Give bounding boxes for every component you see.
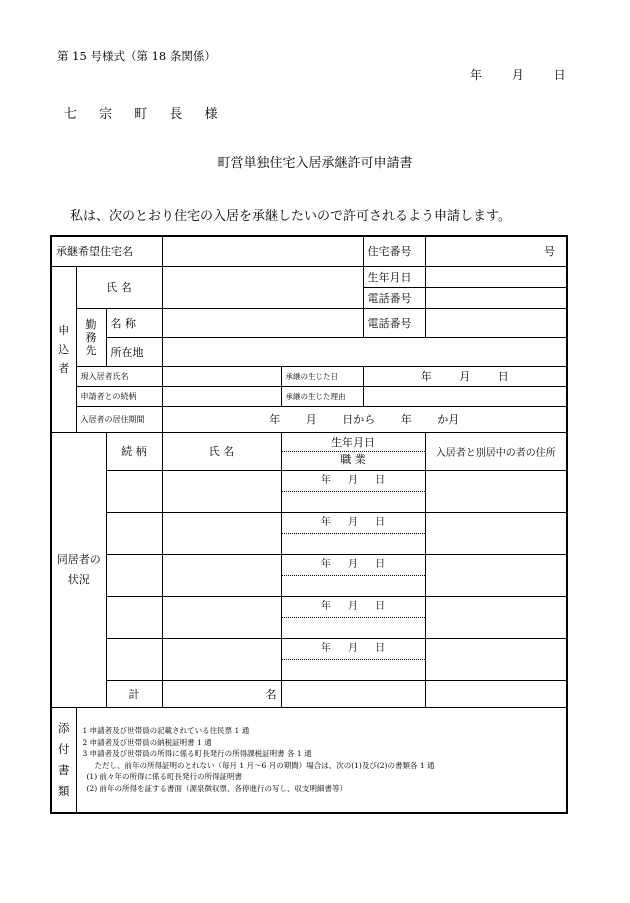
address-cell[interactable] xyxy=(425,470,567,512)
total-field[interactable] xyxy=(162,680,281,707)
attachment-item: 2 申請者及び世帯員の納税証明書 1 通 xyxy=(82,737,212,747)
col-address-header: 入居者と別居中の者の住所 xyxy=(425,432,567,470)
intro-text: 私は、次のとおり住宅の入居を承継したいので許可されるよう申請します。 xyxy=(70,209,511,224)
cohabitant-row xyxy=(51,470,567,512)
period-field[interactable]: 年 月 日から 年 か月 xyxy=(162,406,567,432)
address-cell[interactable] xyxy=(425,512,567,554)
cohabitant-row xyxy=(51,554,567,596)
current-resident-label: 現入居者氏名 xyxy=(76,366,162,386)
applicant-section-label xyxy=(51,266,76,432)
form-title: 町営単独住宅入居承継許可申請書 xyxy=(217,156,413,171)
address-cell[interactable] xyxy=(425,554,567,596)
birth-job-cell[interactable] xyxy=(281,470,425,512)
col-name-header: 氏 名 xyxy=(162,432,281,470)
attachments-list xyxy=(76,707,567,813)
work-phone-field[interactable] xyxy=(425,308,567,337)
addressee: 七 宗 町 長 様 xyxy=(64,107,227,122)
housing-no-suffix: 号 xyxy=(544,245,556,259)
birth-job-cell[interactable] xyxy=(281,596,425,638)
application-table xyxy=(50,235,568,814)
cohabitant-row xyxy=(51,512,567,554)
col-relation-header: 続 柄 xyxy=(106,432,162,470)
birth-label: 生年月日 xyxy=(363,266,425,287)
housing-no-label: 住宅番号 xyxy=(363,236,425,266)
succession-reason-label: 承継の生じた理由 xyxy=(281,386,363,406)
birth-job-cell[interactable] xyxy=(281,554,425,596)
birth-date-subcell[interactable]: 年 月 日 xyxy=(282,597,425,618)
relation-label: 申請者との続柄 xyxy=(76,386,162,406)
relation-cell[interactable] xyxy=(106,470,162,512)
cohabitant-row xyxy=(51,638,567,680)
relation-field[interactable] xyxy=(162,386,281,406)
birth-date-subcell[interactable]: 年 月 日 xyxy=(282,471,425,492)
address-field[interactable] xyxy=(162,337,567,366)
birth-job-cell[interactable] xyxy=(281,512,425,554)
birth-field[interactable] xyxy=(425,266,567,287)
relation-cell[interactable] xyxy=(106,596,162,638)
relation-cell[interactable] xyxy=(106,554,162,596)
attachment-subitem: (2) 前年の所得を証する書面（源泉徴収票、各停進行の写し、収支明細書等） xyxy=(86,783,348,793)
housing-name-field[interactable] xyxy=(162,236,363,266)
housing-no-field[interactable] xyxy=(425,236,567,266)
total-blank-2 xyxy=(425,680,567,707)
relation-cell[interactable] xyxy=(106,512,162,554)
company-name-field[interactable] xyxy=(162,308,363,337)
job-subcell[interactable] xyxy=(282,660,425,680)
name-cell[interactable] xyxy=(162,470,281,512)
date-line: 年 月 日 xyxy=(470,68,566,82)
current-resident-field[interactable] xyxy=(162,366,281,386)
address-cell[interactable] xyxy=(425,638,567,680)
col-job-header: 職 業 xyxy=(340,452,366,466)
workplace-label xyxy=(76,308,106,366)
total-label: 計 xyxy=(106,680,162,707)
attachment-item: 3 申請者及び世帯員の所得に係る町長発行の所得課税証明書 各 1 通 xyxy=(82,749,312,759)
job-subcell[interactable] xyxy=(282,492,425,512)
relation-cell[interactable] xyxy=(106,638,162,680)
name-label: 氏 名 xyxy=(76,266,162,308)
attachment-note: ただし、前年の所得証明のとれない（毎月 1 月～6 月の期間）場合は、次の(1)及び(2)の書類各 1 通 xyxy=(94,760,435,770)
succession-date-field[interactable]: 年 月 日 xyxy=(363,366,567,386)
attachments-label-text: 添 付 書 類 xyxy=(58,720,70,798)
work-phone-label: 電話番号 xyxy=(363,308,425,337)
job-subcell[interactable] xyxy=(282,618,425,638)
birth-date-subcell[interactable]: 年 月 日 xyxy=(282,555,425,576)
succession-date-label: 承継の生じた日 xyxy=(281,366,363,386)
name-cell[interactable] xyxy=(162,554,281,596)
applicant-section-label-text: 申 込 者 xyxy=(58,323,70,375)
name-cell[interactable] xyxy=(162,638,281,680)
col-birth-job-header xyxy=(281,432,425,470)
cohabitant-row xyxy=(51,596,567,638)
housing-name-label: 承継希望住宅名 xyxy=(51,236,162,266)
attachments-label xyxy=(51,707,76,813)
form-number: 第 15 号様式（第 18 条関係） xyxy=(57,49,216,63)
cohabitant-section-label: 同居者の状況 xyxy=(51,432,106,707)
total-unit: 名 xyxy=(265,687,277,701)
birth-job-cell[interactable] xyxy=(281,638,425,680)
phone-field[interactable] xyxy=(425,287,567,308)
name-cell[interactable] xyxy=(162,596,281,638)
birth-date-subcell[interactable]: 年 月 日 xyxy=(282,513,425,534)
company-name-label: 名 称 xyxy=(106,308,162,337)
phone-label: 電話番号 xyxy=(363,287,425,308)
address-label: 所在地 xyxy=(106,337,162,366)
name-field[interactable] xyxy=(162,266,363,308)
period-label: 入居者の居住期間 xyxy=(76,406,162,432)
col-birth-header: 生年月日 xyxy=(282,435,425,452)
name-cell[interactable] xyxy=(162,512,281,554)
total-blank-1 xyxy=(281,680,425,707)
succession-reason-field[interactable] xyxy=(363,386,567,406)
workplace-label-text: 勤 務 先 xyxy=(85,317,97,357)
job-subcell[interactable] xyxy=(282,534,425,554)
address-cell[interactable] xyxy=(425,596,567,638)
job-subcell[interactable] xyxy=(282,576,425,596)
attachment-item: 1 申請者及び世帯員の記載されている住民票 1 通 xyxy=(82,726,250,736)
birth-date-subcell[interactable]: 年 月 日 xyxy=(282,639,425,660)
attachment-subitem: (1) 前々年の所得に係る町長発行の所得証明書 xyxy=(86,772,243,782)
